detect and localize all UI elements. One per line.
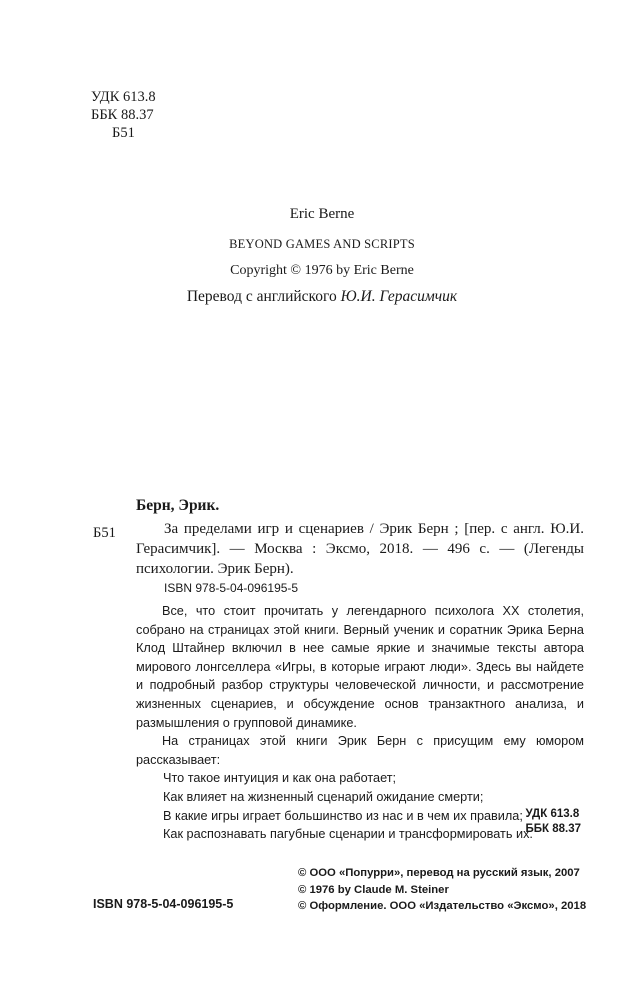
author-mark: Б51 — [112, 125, 135, 141]
translator-name: Ю.И. Герасимчик — [340, 288, 458, 305]
udk-code: УДК 613.8 — [91, 89, 156, 105]
copyright-line: © ООО «Попурри», перевод на русский язык, 2007 — [298, 867, 580, 879]
isbn-bottom: ISBN 978-5-04-096195-5 — [93, 897, 234, 911]
list-item: Что такое интуиция и как она работает; — [163, 771, 397, 786]
copyright-notices — [298, 865, 586, 915]
udk-code: УДК 613.8 — [525, 808, 580, 820]
list-item: Как влияет на жизненный сценарий ожидание смерти; — [163, 789, 484, 804]
translation-credit — [0, 288, 644, 306]
annotation — [136, 602, 584, 844]
bbk-code: ББК 88.37 — [91, 107, 154, 123]
annotation-paragraph: На страницах этой книги Эрик Берн с присущим ему юмором рассказывает: — [136, 734, 584, 767]
translation-prefix: Перевод с английского — [186, 288, 341, 305]
original-author: Eric Berne — [289, 206, 355, 222]
list-item: Как распознавать пагубные сценарии и трансформировать их. — [163, 827, 533, 842]
list-item: В какие игры играет большинство из нас и в чем их правила; — [163, 808, 523, 823]
original-copyright: Copyright © 1976 by Eric Berne — [230, 263, 414, 278]
bbk-code: ББК 88.37 — [525, 823, 581, 835]
classification-codes-bottom — [525, 807, 581, 837]
catalog-description: За пределами игр и сценариев / Эрик Берн ; [пер. с англ. Ю.И. Герасимчик]. — Москва : Эксмо, 2018. — 496 с. — (Легенды психологии. Эрик Берн). — [136, 521, 584, 577]
catalog-heading: Берн, Эрик. — [136, 497, 220, 514]
copyright-line: © 1976 by Claude M. Steiner — [298, 883, 449, 896]
catalog-author-mark: Б51 — [93, 525, 116, 541]
original-title: BEYOND GAMES AND SCRIPTS — [229, 237, 415, 251]
annotation-list — [136, 769, 584, 843]
classification-codes-top — [91, 88, 156, 142]
annotation-paragraph: Все, что стоит прочитать у легендарного психолога XX столетия, собрано на страницах этой книги. Верный ученик и соратник Эрика Берна Клод Штайнер включил в нее самые яркие и значимые тексты автора мирового лонгселлера «Игры, в которые играют люди». Здесь вы найдете и подробный разбор структуры человеческой личности, и рассмотрение жизненных сценариев, и обсуждение основ транзактного анализа, и размышления о групповой динамике. — [136, 604, 584, 730]
copyright-line: © Оформление. ООО «Издательство «Эксмо», 2018 — [298, 900, 587, 912]
catalog-card — [136, 495, 584, 579]
catalog-isbn: ISBN 978-5-04-096195-5 — [164, 581, 299, 595]
